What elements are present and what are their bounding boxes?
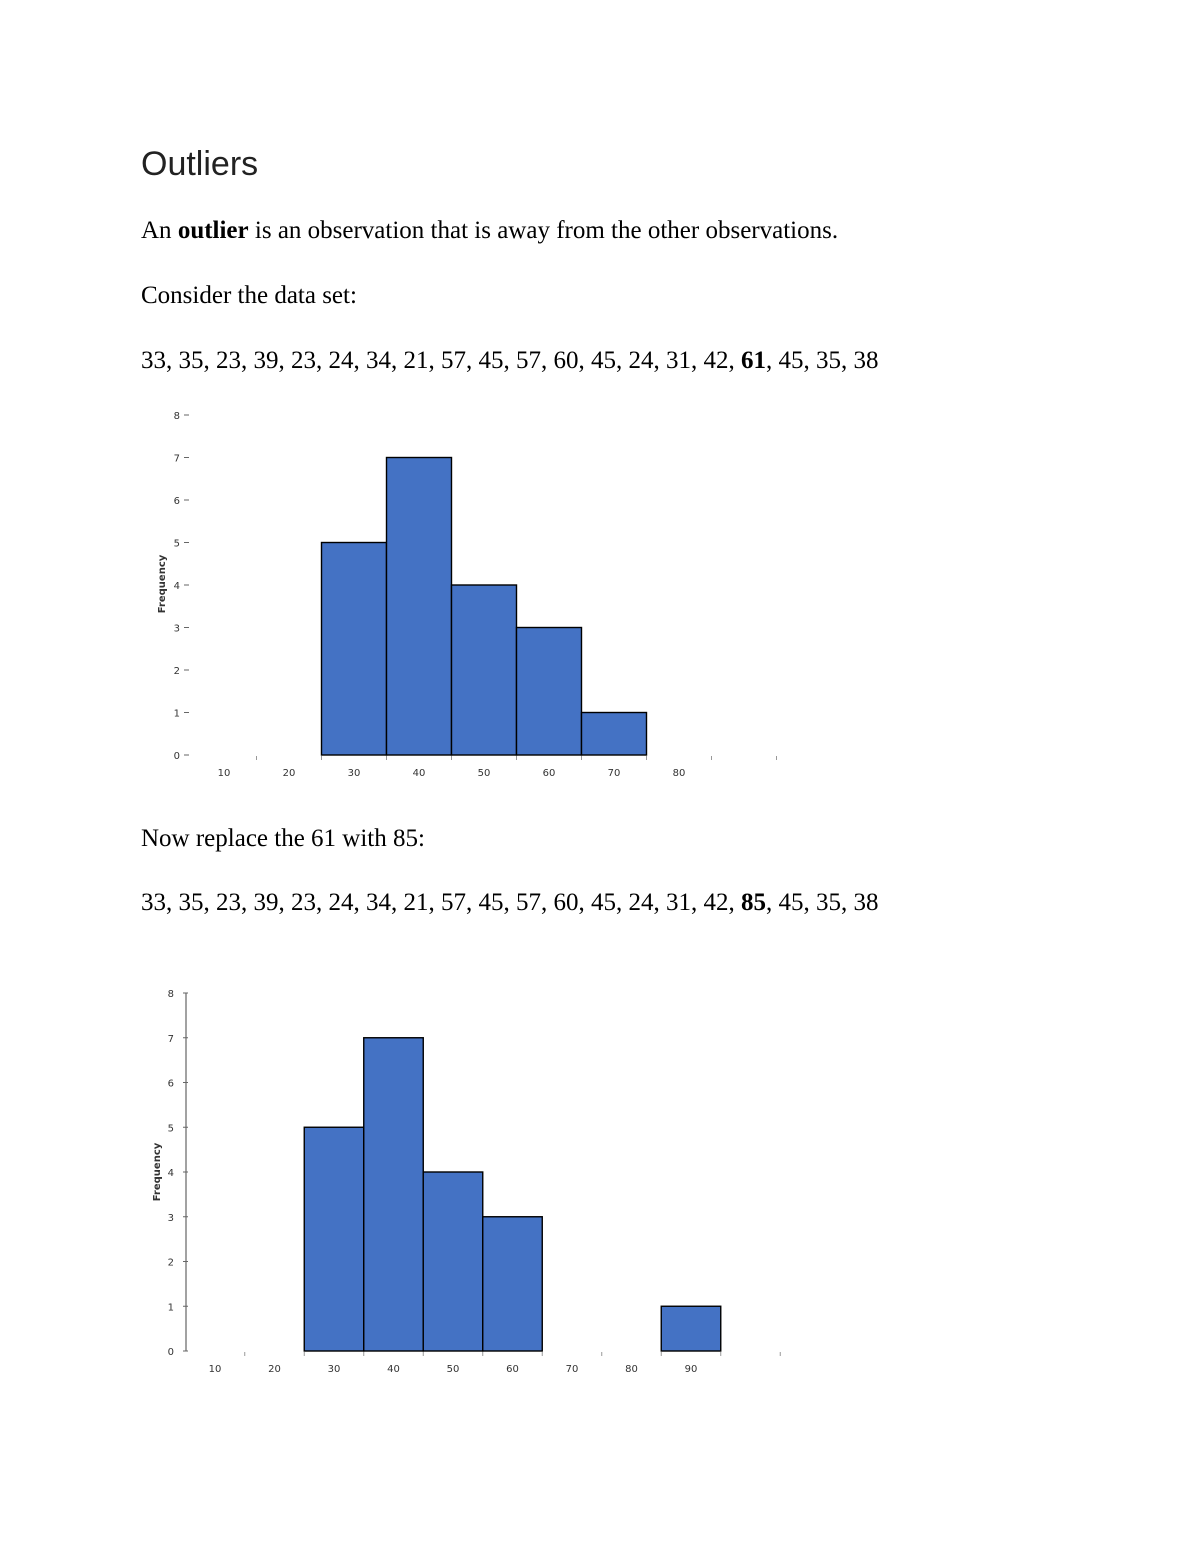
y-tick-label: 1 [167,1302,174,1314]
histogram-bar-70 [582,713,647,756]
replace-text: Now replace the 61 with 85: [141,825,425,852]
y-axis-label: Frequency [157,554,168,614]
x-tick-label: 70 [565,1364,579,1375]
x-tick-label: 20 [268,1364,281,1375]
x-tick-label: 80 [672,768,686,779]
histogram-bar-90 [661,1306,721,1351]
histogram-bar-50 [423,1172,483,1351]
x-tick-label: 10 [217,768,231,779]
page-title: Outliers [141,145,259,183]
y-tick-label: 6 [167,1078,174,1090]
outlier-definition [141,217,838,245]
x-tick-label: 70 [607,768,621,779]
dataset-modified-highlight: 85 [741,889,766,916]
y-tick-label: 4 [173,581,180,592]
y-tick-label: 3 [173,623,180,635]
y-axis-label: Frequency [152,1142,163,1202]
x-tick-label: 40 [387,1364,400,1375]
x-tick-label: 50 [477,768,491,779]
definition-prefix: An [141,217,178,244]
x-tick-label: 90 [684,1364,698,1375]
histogram-modified [0,980,800,1380]
x-tick-label: 10 [208,1364,222,1375]
y-tick-label: 2 [167,1257,174,1269]
x-tick-label: 20 [282,768,296,779]
dataset-original-start: 33, 35, 23, 39, 23, 24, 34, 21, 57, 45, 57, 60, 45, 24, 31, 42, [141,347,741,374]
x-tick-label: 80 [625,1364,638,1375]
x-tick-label: 60 [506,1364,519,1375]
y-tick-label: 7 [173,453,180,465]
y-tick-label: 8 [167,989,174,1000]
x-tick-label: 60 [542,768,556,779]
outlier-term: outlier [177,217,249,244]
dataset-original-end: , 45, 35, 38 [766,347,879,374]
x-tick-label: 30 [347,768,361,779]
histogram-original-svg [0,400,800,790]
y-tick-label: 4 [167,1168,174,1179]
dataset-modified-start: 33, 35, 23, 39, 23, 24, 34, 21, 57, 45, 57, 60, 45, 24, 31, 42, [141,889,741,916]
histogram-bar-30 [304,1127,364,1351]
dataset-modified-end: , 45, 35, 38 [766,889,879,916]
y-tick-label: 7 [167,1033,174,1045]
consider-text: Consider the data set: [141,282,357,309]
y-tick-label: 8 [173,411,180,422]
y-tick-label: 0 [167,1347,174,1358]
histogram-bar-60 [483,1217,543,1351]
y-tick-label: 3 [167,1212,174,1224]
histogram-bar-60 [517,628,582,756]
x-tick-label: 40 [412,768,426,779]
y-tick-label: 0 [173,751,180,762]
definition-suffix: is an observation that is away from the other observations. [248,217,839,244]
histogram-modified-svg [0,980,800,1380]
y-tick-label: 6 [173,496,180,507]
dataset-original-highlight: 61 [741,347,766,374]
histogram-bar-50 [452,585,517,755]
histogram-bar-40 [387,458,452,756]
x-tick-label: 30 [327,1364,341,1375]
dataset-modified [141,889,879,917]
y-tick-label: 5 [173,538,180,550]
y-tick-label: 1 [173,708,180,720]
y-tick-label: 2 [173,666,180,677]
x-tick-label: 50 [446,1364,460,1375]
y-tick-label: 5 [167,1123,174,1135]
histogram-original [0,400,800,790]
dataset-original [141,347,879,375]
histogram-bar-30 [322,543,387,756]
histogram-bar-40 [364,1038,424,1351]
